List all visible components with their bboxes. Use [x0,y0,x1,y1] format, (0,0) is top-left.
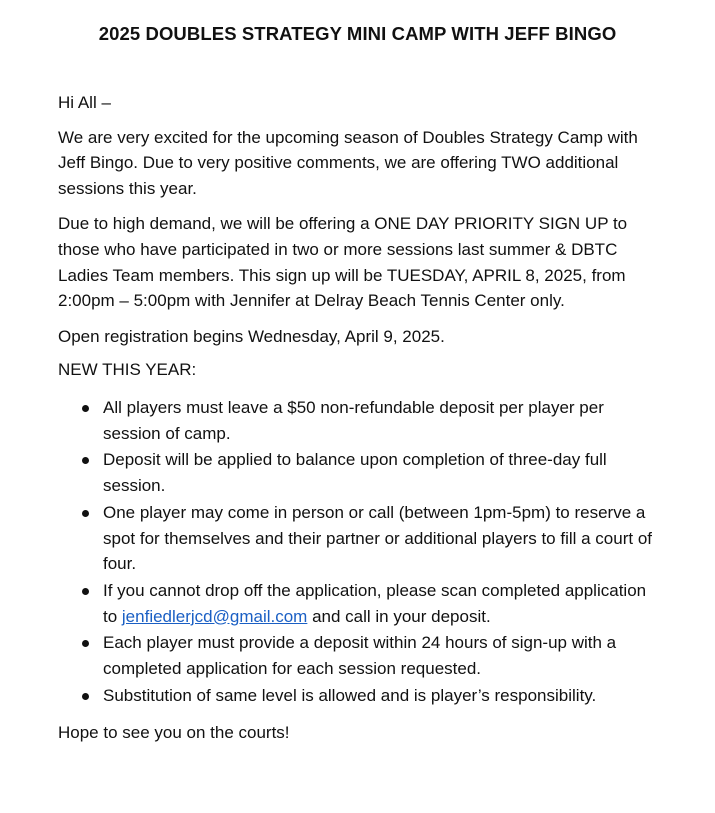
bullet-icon [82,588,89,595]
open-registration-paragraph: Open registration begins Wednesday, April 9, 2025. [58,326,445,346]
list-item [58,578,657,629]
list-item-text: Each player must provide a deposit within 24 hours of sign-up with a completed application for each session requested. [103,633,617,679]
list-item [58,500,657,577]
intro-paragraph: We are very excited for the upcoming season of Doubles Strategy Camp with Jeff Bingo. Due to very positive comments, we are offering TWO additional sessions this year. [58,127,638,198]
list-item [58,395,657,446]
list-item-text: Deposit will be applied to balance upon completion of three-day full session. [103,450,607,496]
bullet-icon [82,457,89,464]
list-item-text: Substitution of same level is allowed and is player’s responsibility. [103,685,597,705]
list-item-text-start: If you cannot drop off the application, please scan completed application to [103,580,647,626]
bullet-icon [82,693,89,700]
new-this-year-heading: NEW THIS YEAR: [58,360,197,380]
bullet-icon [82,640,89,647]
document-title: 2025 DOUBLES STRATEGY MINI CAMP WITH JEFF BINGO [98,23,617,44]
list-item [58,447,657,498]
list-item-text: All players must leave a $50 non-refundable deposit per player per session of camp. [103,397,604,443]
email-link[interactable]: jenfiedlerjcd@gmail.com [121,606,308,626]
closing-line: Hope to see you on the courts! [58,722,290,742]
new-this-year-list [58,395,657,709]
list-item [58,630,657,681]
list-item-text: One player may come in person or call (between 1pm-5pm) to reserve a spot for themselves and their partner or additional players to fill a court of four. [103,502,653,574]
greeting: Hi All – [58,93,111,112]
bullet-icon [82,510,89,517]
list-item-text-end: and call in your deposit. [307,606,491,626]
bullet-icon [82,405,89,412]
list-item [58,683,657,709]
priority-signup-paragraph: Due to high demand, we will be offering a ONE DAY PRIORITY SIGN UP to those who have participated in two or more sessions last summer & DBTC Ladies Team members. This sign up will be TUESDAY, APRIL 8, 2025, from 2:00pm – 5:00pm with Jennifer at Delray Beach Tennis Center only. [58,214,628,311]
